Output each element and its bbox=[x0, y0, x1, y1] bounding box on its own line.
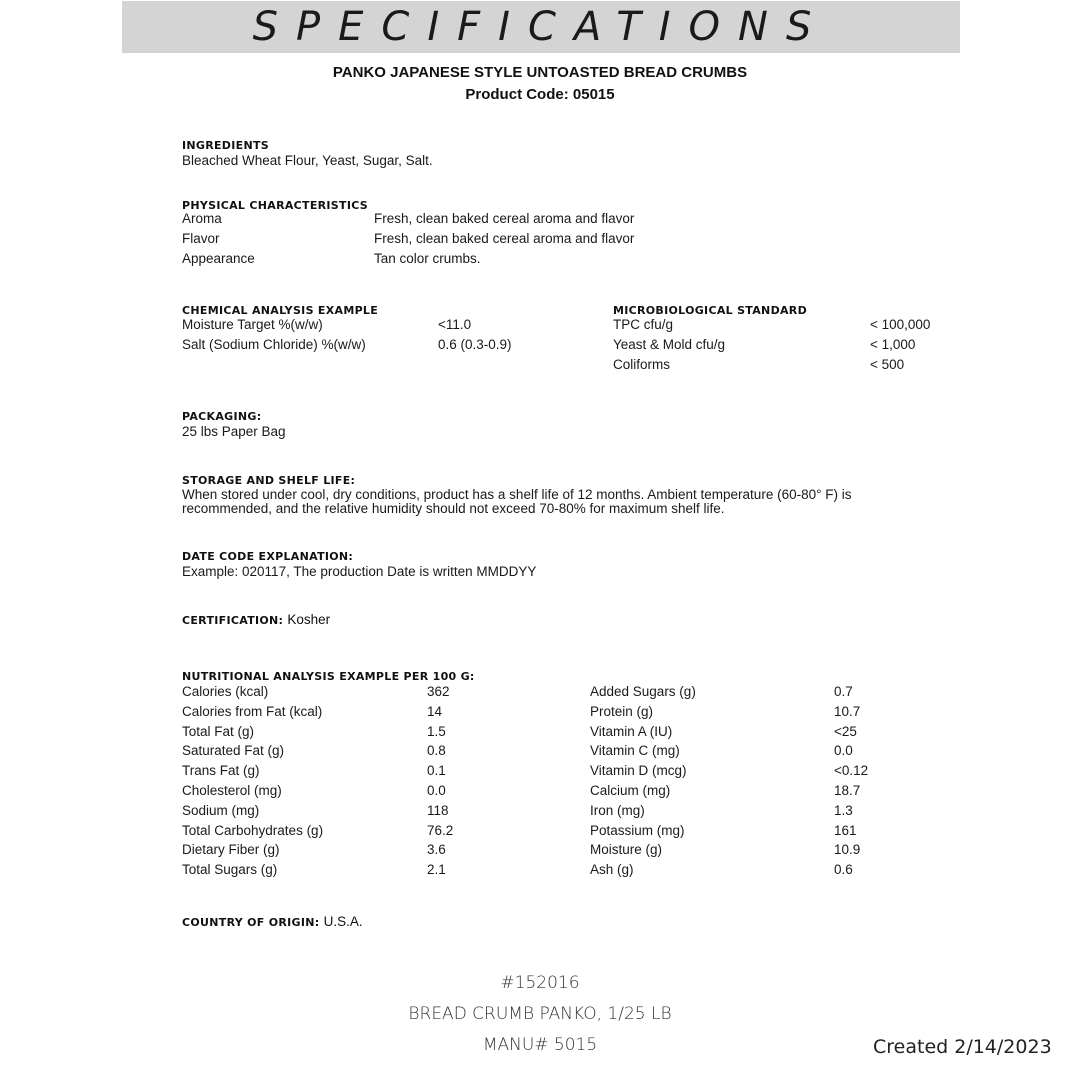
footer-manu: MANU# 5015 bbox=[482, 1035, 598, 1055]
page-title: SPECIFICATIONS bbox=[252, 4, 830, 50]
nutrition-label: Trans Fat (g) bbox=[182, 763, 260, 778]
nutrition-heading: NUTRITIONAL ANALYSIS EXAMPLE PER 100 G: bbox=[182, 670, 475, 683]
nutrition-label: Ash (g) bbox=[590, 862, 634, 877]
nutrition-value: 0.0 bbox=[834, 743, 853, 758]
nutrition-value: 0.6 bbox=[834, 862, 853, 877]
storage-heading: STORAGE AND SHELF LIFE: bbox=[182, 474, 356, 487]
product-code: Product Code: 05015 bbox=[465, 86, 615, 103]
nutrition-value: 2.1 bbox=[427, 862, 446, 877]
nutrition-label: Potassium (mg) bbox=[590, 823, 685, 838]
nutrition-label: Calories (kcal) bbox=[182, 684, 269, 699]
nutrition-value: 14 bbox=[427, 704, 443, 719]
nutrition-label: Calcium (mg) bbox=[590, 783, 671, 798]
physical-value: Fresh, clean baked cereal aroma and flavor bbox=[374, 231, 635, 246]
micro-value: < 500 bbox=[870, 357, 905, 372]
nutrition-label: Vitamin D (mcg) bbox=[590, 763, 687, 778]
nutrition-label: Cholesterol (mg) bbox=[182, 783, 282, 798]
nutrition-label: Sodium (mg) bbox=[182, 803, 260, 818]
physical-value: Tan color crumbs. bbox=[374, 251, 481, 266]
chemical-value: <11.0 bbox=[438, 317, 472, 332]
nutrition-value: 10.9 bbox=[834, 842, 861, 857]
created-date: Created 2/14/2023 bbox=[873, 1036, 1052, 1058]
micro-heading: MICROBIOLOGICAL STANDARD bbox=[613, 304, 808, 317]
storage-text: When stored under cool, dry conditions, product has a shelf life of 12 months. Ambient temperature (60-80° F) is recommended, and the relative humidity should not exceed 70-80% for maximum shelf life. bbox=[182, 487, 852, 516]
origin-line bbox=[182, 915, 363, 929]
nutrition-value: <0.12 bbox=[834, 763, 869, 778]
nutrition-label: Iron (mg) bbox=[590, 803, 645, 818]
nutrition-value: 362 bbox=[427, 684, 450, 699]
micro-label: Yeast & Mold cfu/g bbox=[613, 337, 726, 352]
nutrition-value: 10.7 bbox=[834, 704, 861, 719]
nutrition-value: 0.0 bbox=[427, 783, 446, 798]
nutrition-value: 3.6 bbox=[427, 842, 446, 857]
micro-label: Coliforms bbox=[613, 357, 671, 372]
physical-heading: PHYSICAL CHARACTERISTICS bbox=[182, 199, 369, 212]
nutrition-value: 0.7 bbox=[834, 684, 853, 699]
nutrition-value: 18.7 bbox=[834, 783, 861, 798]
micro-value: < 1,000 bbox=[870, 337, 916, 352]
nutrition-label: Vitamin A (IU) bbox=[590, 724, 673, 739]
nutrition-label: Dietary Fiber (g) bbox=[182, 842, 280, 857]
date-code-heading: DATE CODE EXPLANATION: bbox=[182, 550, 354, 563]
certification-line bbox=[182, 613, 330, 627]
nutrition-label: Calories from Fat (kcal) bbox=[182, 704, 323, 719]
nutrition-label: Protein (g) bbox=[590, 704, 654, 719]
nutrition-value: 161 bbox=[834, 823, 857, 838]
footer-item-number: #152016 bbox=[500, 973, 580, 993]
nutrition-value: <25 bbox=[834, 724, 857, 739]
nutrition-value: 76.2 bbox=[427, 823, 454, 838]
packaging-heading: PACKAGING: bbox=[182, 410, 262, 423]
packaging-text: 25 lbs Paper Bag bbox=[182, 424, 286, 439]
nutrition-value: 1.3 bbox=[834, 803, 853, 818]
nutrition-label: Saturated Fat (g) bbox=[182, 743, 285, 758]
micro-label: TPC cfu/g bbox=[613, 317, 674, 332]
nutrition-label: Added Sugars (g) bbox=[590, 684, 696, 699]
ingredients-text: Bleached Wheat Flour, Yeast, Sugar, Salt. bbox=[182, 153, 433, 168]
chemical-value: 0.6 (0.3-0.9) bbox=[438, 337, 512, 352]
product-name: PANKO JAPANESE STYLE UNTOASTED BREAD CRUMBS bbox=[332, 64, 748, 81]
nutrition-label: Moisture (g) bbox=[590, 842, 663, 857]
nutrition-label: Total Carbohydrates (g) bbox=[182, 823, 324, 838]
nutrition-value: 118 bbox=[427, 803, 449, 818]
title-banner bbox=[122, 1, 960, 53]
nutrition-value: 0.8 bbox=[427, 743, 446, 758]
physical-label: Aroma bbox=[182, 211, 222, 226]
certification-value: Kosher bbox=[287, 612, 331, 627]
origin-value: U.S.A. bbox=[323, 914, 363, 929]
nutrition-value: 0.1 bbox=[427, 763, 446, 778]
date-code-text: Example: 020117, The production Date is written MMDDYY bbox=[182, 564, 537, 579]
chemical-label: Moisture Target %(w/w) bbox=[182, 317, 323, 332]
nutrition-value: 1.5 bbox=[427, 724, 446, 739]
micro-value: < 100,000 bbox=[870, 317, 931, 332]
footer-description: BREAD CRUMB PANKO, 1/25 LB bbox=[408, 1004, 672, 1024]
ingredients-heading: INGREDIENTS bbox=[182, 139, 269, 152]
nutrition-label: Vitamin C (mg) bbox=[590, 743, 680, 758]
physical-label: Appearance bbox=[182, 251, 255, 266]
chemical-heading: CHEMICAL ANALYSIS EXAMPLE bbox=[182, 304, 379, 317]
nutrition-label: Total Fat (g) bbox=[182, 724, 255, 739]
origin-heading: COUNTRY OF ORIGIN: bbox=[182, 916, 320, 929]
physical-label: Flavor bbox=[182, 231, 220, 246]
chemical-label: Salt (Sodium Chloride) %(w/w) bbox=[182, 337, 366, 352]
certification-heading: CERTIFICATION: bbox=[182, 614, 284, 627]
nutrition-label: Total Sugars (g) bbox=[182, 862, 278, 877]
physical-value: Fresh, clean baked cereal aroma and flavor bbox=[374, 211, 635, 226]
